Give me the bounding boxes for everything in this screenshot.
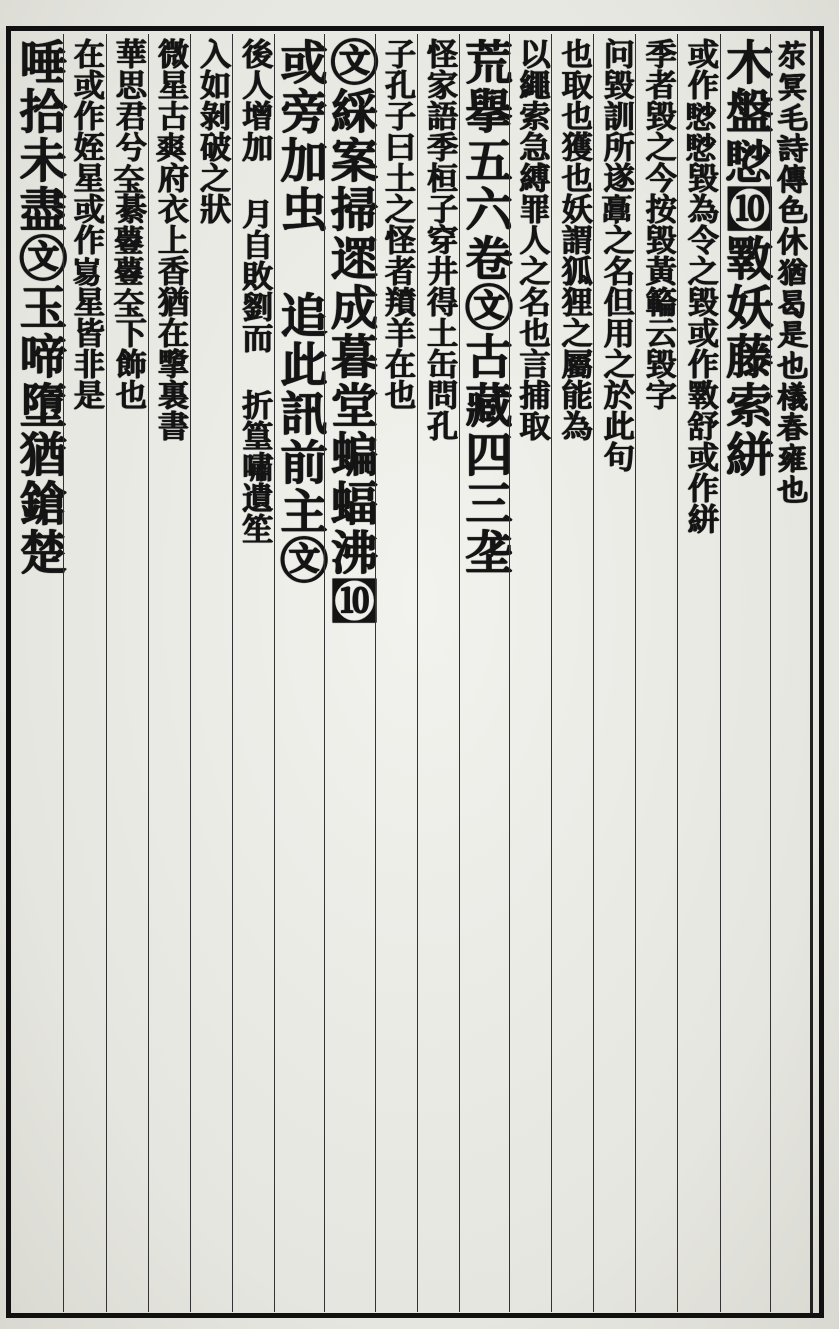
text-column xyxy=(593,34,635,1312)
text-column xyxy=(11,34,67,1312)
column-text: 木盤𢡸㉈斁妖藤索絣 xyxy=(717,38,773,479)
text-column xyxy=(375,34,417,1312)
column-text: 在或作姪星或作𡸑星皆非是 xyxy=(67,38,104,410)
text-column xyxy=(551,34,593,1312)
column-text: 以繩索急縛罪人之名也言捕取 xyxy=(513,38,550,441)
column-text: 子孔子曰土之怪者羵羊在也 xyxy=(378,38,415,410)
column-text: 唾拾未盡㉆玉啼墮猶鎗楚 xyxy=(11,38,67,577)
text-column xyxy=(457,34,513,1312)
text-column xyxy=(106,34,148,1312)
column-text: 问毀訓所遂𩫖之名但用之於此句 xyxy=(597,38,634,472)
text-column xyxy=(417,34,459,1312)
text-column xyxy=(635,34,677,1312)
text-column xyxy=(770,34,812,1312)
column-text: 後人增加 月自敗劉而 折篁嘯遺笙 xyxy=(235,38,272,544)
column-text: 微星古𤕤府衣上香猶在㨼裏書 xyxy=(151,38,188,441)
column-text: ㉆綵案掃遝成暮堂蝙蝠沸㉈ xyxy=(322,38,378,626)
text-columns xyxy=(11,34,812,1312)
text-column xyxy=(148,34,190,1312)
text-column xyxy=(322,34,378,1312)
text-column xyxy=(190,34,232,1312)
text-column xyxy=(509,34,551,1312)
text-column xyxy=(717,34,773,1312)
text-column xyxy=(677,34,719,1312)
column-text: 怪家語季桓子穿井得土缶問孔 xyxy=(420,38,457,441)
column-text: 荒擧五六卷㉆古藏四三垄 xyxy=(457,38,513,577)
column-text: 季者毀之今按毀黃𥶡云毀字 xyxy=(639,38,676,410)
column-text: 也取也獲也妖謂狐狸之屬能為 xyxy=(555,38,592,441)
text-column xyxy=(232,34,274,1312)
column-text: 華思君兮𡘇綦𧄼𧄼𡘇下飾也 xyxy=(109,38,146,410)
column-text: 入如剝破之狀 xyxy=(193,38,230,224)
text-column xyxy=(63,34,105,1312)
column-text: 𦬼冥毛詩傳色休猶曷是也檥春雍也 xyxy=(773,38,810,503)
column-text: 或旁加虫 追此訊前主㉆ xyxy=(272,38,328,585)
column-text: 或作𢡸𢡸毀為令之毀或作斁舒或作絣 xyxy=(681,38,718,534)
text-column xyxy=(272,34,328,1312)
